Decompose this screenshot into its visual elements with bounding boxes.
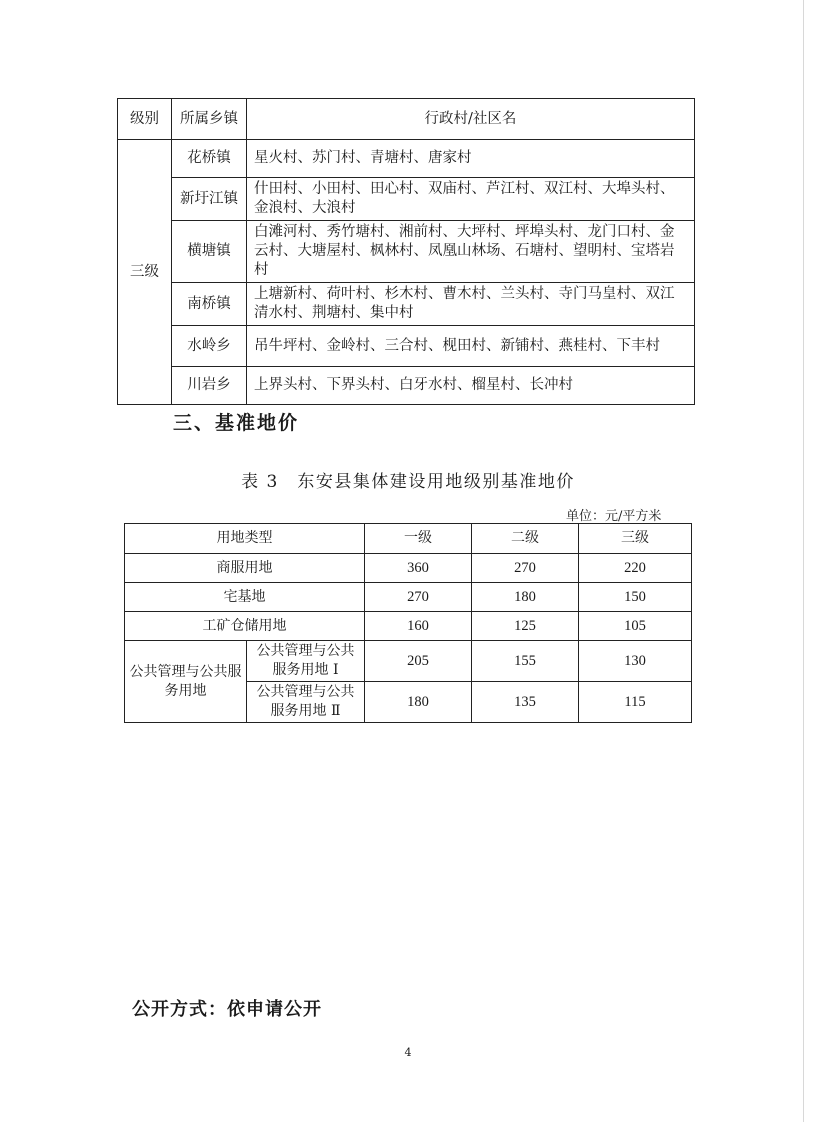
land-type-cell: 宅基地 <box>125 583 365 612</box>
section-title: 三、基准地价 <box>173 412 300 434</box>
price-level-2: 180 <box>472 583 579 612</box>
villages-cell: 星火村、苏门村、青塘村、唐家村 <box>247 140 695 178</box>
page-edge <box>803 0 804 1122</box>
price-level-1: 160 <box>365 612 472 641</box>
table-row <box>118 178 695 221</box>
land-type-cell: 工矿仓储用地 <box>125 612 365 641</box>
price-level-2: 135 <box>472 682 579 723</box>
level-cell: 三级 <box>118 140 172 405</box>
table-row <box>118 367 695 405</box>
town-cell: 川岩乡 <box>172 367 247 405</box>
table-row <box>118 326 695 367</box>
town-cell: 南桥镇 <box>172 283 247 326</box>
price-level-3: 130 <box>579 641 692 682</box>
table-row <box>118 140 695 178</box>
price-level-3: 115 <box>579 682 692 723</box>
land-price-table <box>124 523 692 723</box>
table-row <box>118 221 695 283</box>
unit-label: 单位：元/平方米 <box>566 509 662 524</box>
price-level-2: 125 <box>472 612 579 641</box>
price-level-1: 270 <box>365 583 472 612</box>
header-level-1: 一级 <box>365 524 472 554</box>
table-row <box>118 283 695 326</box>
price-level-2: 270 <box>472 554 579 583</box>
table-header-row <box>118 99 695 140</box>
header-land-type: 用地类型 <box>125 524 365 554</box>
price-level-2: 155 <box>472 641 579 682</box>
table-caption: 表 3 东安县集体建设用地级别基准地价 <box>241 472 575 492</box>
table-header-row <box>125 524 692 554</box>
header-town: 所属乡镇 <box>172 99 247 140</box>
price-level-1: 205 <box>365 641 472 682</box>
town-cell: 新圩江镇 <box>172 178 247 221</box>
header-level-2: 二级 <box>472 524 579 554</box>
villages-cell: 白滩河村、秀竹塘村、湘前村、大坪村、坪埠头村、龙门口村、金云村、大塘屋村、枫林村、凤凰山林场、石塘村、望明村、宝塔岩村 <box>247 221 695 283</box>
villages-cell: 吊牛坪村、金岭村、三合村、枧田村、新铺村、燕桂村、下丰村 <box>247 326 695 367</box>
header-level: 级别 <box>118 99 172 140</box>
land-type-cell: 公共管理与公共服务用地 Ⅱ <box>247 682 365 723</box>
group-label-cell: 公共管理与公共服务用地 <box>125 641 247 723</box>
table-row <box>125 641 692 682</box>
table-row <box>125 612 692 641</box>
price-level-3: 105 <box>579 612 692 641</box>
disclosure-method: 公开方式：依申请公开 <box>132 999 322 1020</box>
price-level-3: 220 <box>579 554 692 583</box>
header-villages: 行政村/社区名 <box>247 99 695 140</box>
land-type-cell: 公共管理与公共服务用地 Ⅰ <box>247 641 365 682</box>
villages-cell: 上塘新村、荷叶村、杉木村、曹木村、兰头村、寺门马皇村、双江清水村、荆塘村、集中村 <box>247 283 695 326</box>
page-number: 4 <box>404 1046 412 1059</box>
price-level-1: 360 <box>365 554 472 583</box>
header-level-3: 三级 <box>579 524 692 554</box>
price-level-1: 180 <box>365 682 472 723</box>
table-row <box>125 554 692 583</box>
villages-cell: 什田村、小田村、田心村、双庙村、芦江村、双江村、大埠头村、金浪村、大浪村 <box>247 178 695 221</box>
town-cell: 花桥镇 <box>172 140 247 178</box>
land-type-cell: 商服用地 <box>125 554 365 583</box>
villages-cell: 上界头村、下界头村、白牙水村、榴星村、长冲村 <box>247 367 695 405</box>
price-level-3: 150 <box>579 583 692 612</box>
town-cell: 水岭乡 <box>172 326 247 367</box>
table-row <box>125 583 692 612</box>
town-cell: 横塘镇 <box>172 221 247 283</box>
village-level-table <box>117 98 695 405</box>
